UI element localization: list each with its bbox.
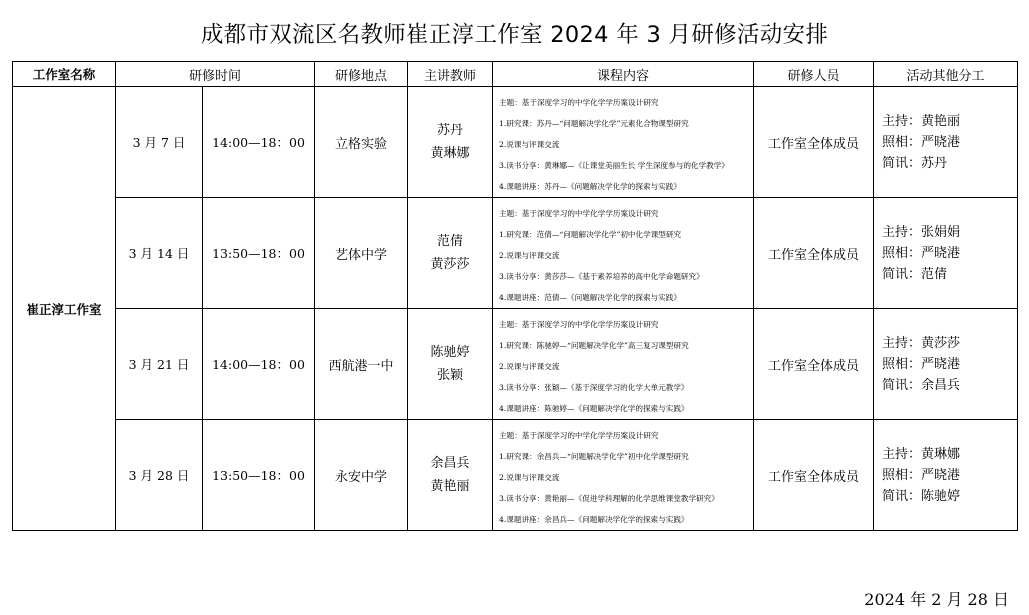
content-cell [493, 309, 754, 420]
table-row [13, 420, 1018, 531]
content-line: 2.说课与评课交流 [499, 140, 560, 149]
roles-cell [874, 309, 1018, 420]
participants-cell: 工作室全体成员 [754, 309, 874, 420]
content-cell [493, 420, 754, 531]
role-host: 主持：黄莎莎 [882, 335, 961, 351]
content-line: 4.课题讲座：余昌兵—《问题解决学化学的探索与实践》 [499, 515, 689, 524]
teacher-name: 陈驰婷 [430, 345, 470, 360]
teacher-cell [408, 87, 493, 198]
teacher-cell [408, 198, 493, 309]
role-news: 简讯：苏丹 [882, 155, 948, 171]
content-line: 4.课题讲座：陈驰婷—《问题解决学化学的探索与实践》 [499, 404, 689, 413]
header-row [13, 62, 1018, 87]
time-cell: 13:50—18：00 [203, 420, 315, 531]
content-line: 主题：基于深度学习的中学化学学历案设计研究 [499, 209, 659, 218]
participants-cell: 工作室全体成员 [754, 420, 874, 531]
role-news: 简讯：范倩 [882, 266, 948, 282]
header-time: 研修时间 [116, 62, 315, 87]
roles-cell [874, 198, 1018, 309]
date-cell: 3 月 21 日 [116, 309, 203, 420]
content-line: 2.说课与评课交流 [499, 473, 560, 482]
date-cell: 3 月 28 日 [116, 420, 203, 531]
teacher-cell [408, 309, 493, 420]
content-line: 2.说课与评课交流 [499, 251, 560, 260]
header-unit-name: 工作室名称 [13, 62, 116, 87]
content-line: 1.研究课：苏丹—“问题解决学化学”元素化合物课型研究 [499, 119, 689, 128]
content-line: 1.研究课：余昌兵—“问题解决学化学”初中化学课型研究 [499, 452, 689, 461]
roles-cell [874, 420, 1018, 531]
footer-date: 2024 年 2 月 28 日 [864, 590, 1009, 609]
teacher-name: 黄艳丽 [430, 479, 470, 494]
table-row [13, 309, 1018, 420]
roles-cell [874, 87, 1018, 198]
content-line: 1.研究课：陈驰婷—“问题解决学化学”高三复习课型研究 [499, 341, 689, 350]
teacher-name: 黄莎莎 [430, 257, 470, 272]
teacher-name: 苏丹 [437, 123, 464, 138]
role-news: 简讯：余昌兵 [882, 377, 961, 393]
page-title: 成都市双流区名教师崔正淳工作室 2024 年 3 月研修活动安排 [200, 22, 829, 48]
schedule-table [12, 61, 1018, 531]
role-host: 主持：张娟娟 [882, 224, 961, 240]
role-photo: 照相：严晓港 [882, 134, 961, 150]
header-content: 课程内容 [493, 62, 754, 87]
header-participants: 研修人员 [754, 62, 874, 87]
content-line: 主题：基于深度学习的中学化学学历案设计研究 [499, 320, 659, 329]
content-line: 3.读书分享：黄莎莎—《基于素养培养的高中化学命题研究》 [499, 272, 704, 281]
participants-cell: 工作室全体成员 [754, 87, 874, 198]
date-cell: 3 月 14 日 [116, 198, 203, 309]
location-cell: 永安中学 [315, 420, 408, 531]
content-cell [493, 198, 754, 309]
location-cell: 西航港一中 [315, 309, 408, 420]
time-cell: 14:00—18：00 [203, 309, 315, 420]
role-host: 主持：黄琳娜 [882, 446, 961, 462]
participants-cell: 工作室全体成员 [754, 198, 874, 309]
teacher-name: 黄琳娜 [430, 146, 470, 161]
content-line: 2.说课与评课交流 [499, 362, 560, 371]
content-cell [493, 87, 754, 198]
header-roles: 活动其他分工 [874, 62, 1018, 87]
content-line: 4.课题讲座：范倩—《问题解决学化学的探索与实践》 [499, 293, 681, 302]
header-location: 研修地点 [315, 62, 408, 87]
teacher-cell [408, 420, 493, 531]
header-teacher: 主讲教师 [408, 62, 493, 87]
role-news: 简讯：陈驰婷 [882, 488, 961, 504]
teacher-name: 张颖 [437, 368, 464, 383]
time-cell: 13:50—18：00 [203, 198, 315, 309]
role-photo: 照相：严晓港 [882, 467, 961, 483]
role-host: 主持：黄艳丽 [882, 113, 961, 129]
role-photo: 照相：严晓港 [882, 245, 961, 261]
teacher-name: 范倩 [437, 234, 464, 249]
location-cell: 艺体中学 [315, 198, 408, 309]
content-line: 3.读书分享：张颖—《基于深度学习的化学大单元教学》 [499, 383, 689, 392]
role-photo: 照相：严晓港 [882, 356, 961, 372]
teacher-name: 余昌兵 [430, 456, 470, 471]
location-cell: 立格实验 [315, 87, 408, 198]
time-cell: 14:00—18：00 [203, 87, 315, 198]
date-cell: 3 月 7 日 [116, 87, 203, 198]
content-line: 1.研究课：范倩—“问题解决学化学”初中化学课型研究 [499, 230, 682, 239]
content-line: 3.读书分享：黄琳娜—《让课堂美丽生长 学生深度参与的化学教学》 [499, 161, 729, 170]
content-line: 主题：基于深度学习的中学化学学历案设计研究 [499, 98, 659, 107]
content-line: 主题：基于深度学习的中学化学学历案设计研究 [499, 431, 659, 440]
content-line: 4.课题讲座：苏丹—《问题解决学化学的探索与实践》 [499, 182, 681, 191]
unit-name-cell: 崔正淳工作室 [13, 87, 116, 531]
table-row [13, 87, 1018, 198]
content-line: 3.读书分享：黄艳丽—《促进学科理解的化学思维课堂教学研究》 [499, 494, 719, 503]
table-row [13, 198, 1018, 309]
